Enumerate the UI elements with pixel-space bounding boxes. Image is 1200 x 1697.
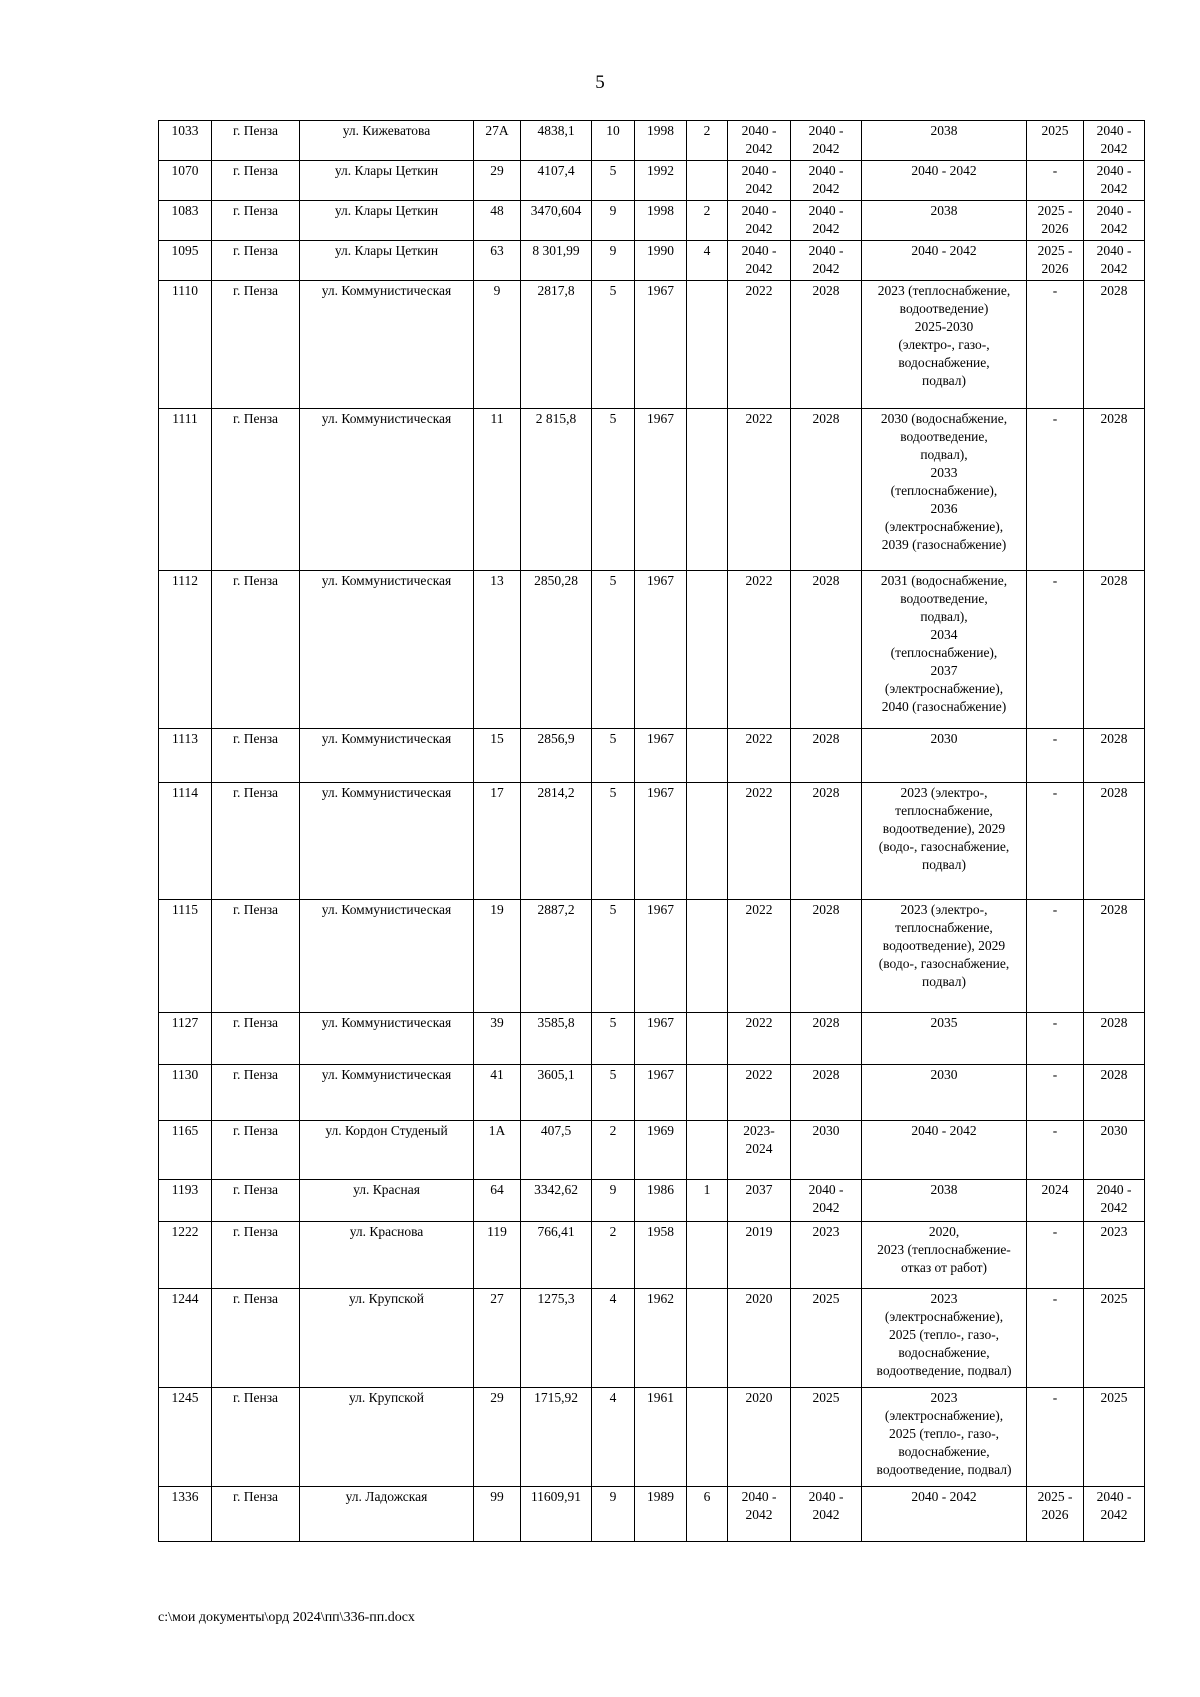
- cell-floors: 9: [592, 1180, 635, 1222]
- cell-build-year: 1989: [635, 1487, 687, 1542]
- cell-lift-replacement: 2025 - 2026: [1027, 241, 1084, 281]
- cell-record-id: 1112: [159, 571, 212, 729]
- cell-period-1: 2023- 2024: [728, 1121, 791, 1180]
- cell-street: ул. Коммунистическая: [300, 409, 474, 571]
- cell-total-area: 407,5: [521, 1121, 592, 1180]
- cell-total-area: 1715,92: [521, 1388, 592, 1487]
- cell-record-id: 1033: [159, 121, 212, 161]
- cell-house-number: 99: [474, 1487, 521, 1542]
- cell-total-area: 2814,2: [521, 783, 592, 900]
- cell-lift-replacement: 2025 - 2026: [1027, 201, 1084, 241]
- cell-period-1: 2022: [728, 900, 791, 1013]
- cell-house-number: 64: [474, 1180, 521, 1222]
- table-row: [159, 241, 1145, 281]
- cell-lift-replacement: 2025 - 2026: [1027, 1487, 1084, 1542]
- cell-floors: 5: [592, 281, 635, 409]
- cell-lift-count: 2: [687, 201, 728, 241]
- cell-period-3: 2023: [1084, 1222, 1145, 1289]
- cell-build-year: 1986: [635, 1180, 687, 1222]
- table-row: [159, 1013, 1145, 1065]
- cell-lift-count: [687, 1013, 728, 1065]
- cell-city: г. Пенза: [212, 1222, 300, 1289]
- cell-house-number: 27: [474, 1289, 521, 1388]
- cell-floors: 9: [592, 201, 635, 241]
- cell-period-2: 2025: [791, 1289, 862, 1388]
- cell-lift-replacement: -: [1027, 1121, 1084, 1180]
- table-row: [159, 783, 1145, 900]
- cell-works-schedule: 2038: [862, 121, 1027, 161]
- cell-period-3: 2025: [1084, 1388, 1145, 1487]
- cell-city: г. Пенза: [212, 900, 300, 1013]
- cell-period-2: 2025: [791, 1388, 862, 1487]
- cell-lift-count: [687, 900, 728, 1013]
- cell-total-area: 3342,62: [521, 1180, 592, 1222]
- table-row: [159, 1289, 1145, 1388]
- cell-city: г. Пенза: [212, 161, 300, 201]
- cell-period-2: 2040 - 2042: [791, 1487, 862, 1542]
- cell-house-number: 48: [474, 201, 521, 241]
- cell-street: ул. Коммунистическая: [300, 729, 474, 783]
- cell-house-number: 29: [474, 161, 521, 201]
- cell-lift-count: [687, 1388, 728, 1487]
- cell-city: г. Пенза: [212, 729, 300, 783]
- cell-period-2: 2030: [791, 1121, 862, 1180]
- cell-total-area: 2856,9: [521, 729, 592, 783]
- cell-lift-replacement: -: [1027, 1065, 1084, 1121]
- cell-street: ул. Клары Цеткин: [300, 161, 474, 201]
- cell-street: ул. Кижеватова: [300, 121, 474, 161]
- cell-city: г. Пенза: [212, 201, 300, 241]
- cell-build-year: 1967: [635, 729, 687, 783]
- cell-lift-count: 6: [687, 1487, 728, 1542]
- cell-period-3: 2040 - 2042: [1084, 201, 1145, 241]
- cell-city: г. Пенза: [212, 1180, 300, 1222]
- cell-build-year: 1990: [635, 241, 687, 281]
- cell-record-id: 1114: [159, 783, 212, 900]
- cell-works-schedule: 2030: [862, 1065, 1027, 1121]
- cell-period-2: 2040 - 2042: [791, 121, 862, 161]
- cell-floors: 10: [592, 121, 635, 161]
- cell-record-id: 1095: [159, 241, 212, 281]
- cell-total-area: 11609,91: [521, 1487, 592, 1542]
- cell-lift-count: 4: [687, 241, 728, 281]
- cell-build-year: 1998: [635, 121, 687, 161]
- cell-house-number: 63: [474, 241, 521, 281]
- cell-floors: 9: [592, 1487, 635, 1542]
- cell-period-1: 2020: [728, 1289, 791, 1388]
- cell-street: ул. Крупской: [300, 1289, 474, 1388]
- cell-street: ул. Красная: [300, 1180, 474, 1222]
- cell-lift-count: 1: [687, 1180, 728, 1222]
- cell-street: ул. Клары Цеткин: [300, 241, 474, 281]
- cell-lift-replacement: 2024: [1027, 1180, 1084, 1222]
- table-row: [159, 900, 1145, 1013]
- cell-record-id: 1127: [159, 1013, 212, 1065]
- cell-street: ул. Коммунистическая: [300, 571, 474, 729]
- cell-house-number: 27А: [474, 121, 521, 161]
- cell-period-2: 2028: [791, 729, 862, 783]
- cell-house-number: 39: [474, 1013, 521, 1065]
- cell-works-schedule: 2031 (водоснабжение, водоотведение, подвал), 2034 (теплоснабжение), 2037 (электроснабжение), 2040 (газоснабжение): [862, 571, 1027, 729]
- cell-build-year: 1967: [635, 783, 687, 900]
- footer-file-path: c:\мои документы\орд 2024\пп\336-пп.docx: [158, 1610, 415, 1625]
- cell-period-3: 2028: [1084, 729, 1145, 783]
- cell-floors: 5: [592, 161, 635, 201]
- cell-city: г. Пенза: [212, 121, 300, 161]
- cell-lift-count: 2: [687, 121, 728, 161]
- cell-works-schedule: 2040 - 2042: [862, 161, 1027, 201]
- cell-house-number: 13: [474, 571, 521, 729]
- cell-floors: 2: [592, 1121, 635, 1180]
- cell-record-id: 1336: [159, 1487, 212, 1542]
- cell-street: ул. Крупской: [300, 1388, 474, 1487]
- cell-floors: 2: [592, 1222, 635, 1289]
- cell-lift-count: [687, 1289, 728, 1388]
- cell-works-schedule: 2035: [862, 1013, 1027, 1065]
- cell-city: г. Пенза: [212, 1121, 300, 1180]
- cell-lift-replacement: -: [1027, 1289, 1084, 1388]
- cell-period-3: 2040 - 2042: [1084, 121, 1145, 161]
- cell-lift-count: [687, 571, 728, 729]
- cell-period-3: 2028: [1084, 571, 1145, 729]
- cell-total-area: 766,41: [521, 1222, 592, 1289]
- cell-lift-replacement: -: [1027, 1013, 1084, 1065]
- cell-period-1: 2022: [728, 729, 791, 783]
- cell-house-number: 1А: [474, 1121, 521, 1180]
- cell-record-id: 1113: [159, 729, 212, 783]
- cell-period-1: 2040 - 2042: [728, 241, 791, 281]
- cell-lift-replacement: 2025: [1027, 121, 1084, 161]
- cell-city: г. Пенза: [212, 241, 300, 281]
- cell-lift-replacement: -: [1027, 281, 1084, 409]
- cell-record-id: 1193: [159, 1180, 212, 1222]
- cell-floors: 5: [592, 729, 635, 783]
- cell-period-3: 2028: [1084, 783, 1145, 900]
- cell-lift-count: [687, 281, 728, 409]
- cell-city: г. Пенза: [212, 281, 300, 409]
- page-number: 5: [595, 72, 605, 93]
- cell-period-2: 2040 - 2042: [791, 241, 862, 281]
- table-row: [159, 1121, 1145, 1180]
- cell-build-year: 1998: [635, 201, 687, 241]
- cell-record-id: 1222: [159, 1222, 212, 1289]
- cell-lift-replacement: -: [1027, 783, 1084, 900]
- cell-lift-replacement: -: [1027, 1222, 1084, 1289]
- cell-floors: 5: [592, 783, 635, 900]
- cell-floors: 4: [592, 1388, 635, 1487]
- cell-total-area: 2 815,8: [521, 409, 592, 571]
- cell-city: г. Пенза: [212, 1487, 300, 1542]
- cell-period-3: 2040 - 2042: [1084, 161, 1145, 201]
- cell-period-1: 2022: [728, 571, 791, 729]
- cell-total-area: 2817,8: [521, 281, 592, 409]
- cell-period-2: 2028: [791, 281, 862, 409]
- cell-city: г. Пенза: [212, 1388, 300, 1487]
- cell-period-2: 2028: [791, 1013, 862, 1065]
- cell-lift-count: [687, 409, 728, 571]
- cell-city: г. Пенза: [212, 1013, 300, 1065]
- cell-street: ул. Клары Цеткин: [300, 201, 474, 241]
- cell-period-1: 2037: [728, 1180, 791, 1222]
- table-row: [159, 161, 1145, 201]
- cell-lift-count: [687, 783, 728, 900]
- cell-period-3: 2028: [1084, 281, 1145, 409]
- cell-works-schedule: 2030 (водоснабжение, водоотведение, подвал), 2033 (теплоснабжение), 2036 (электроснабжение), 2039 (газоснабжение): [862, 409, 1027, 571]
- cell-period-3: 2040 - 2042: [1084, 1487, 1145, 1542]
- cell-record-id: 1244: [159, 1289, 212, 1388]
- cell-build-year: 1967: [635, 1013, 687, 1065]
- cell-house-number: 11: [474, 409, 521, 571]
- table-row: [159, 1388, 1145, 1487]
- cell-build-year: 1967: [635, 409, 687, 571]
- cell-works-schedule: 2023 (электроснабжение), 2025 (тепло-, газо-, водоснабжение, водоотведение, подвал): [862, 1289, 1027, 1388]
- cell-house-number: 119: [474, 1222, 521, 1289]
- cell-build-year: 1961: [635, 1388, 687, 1487]
- cell-street: ул. Коммунистическая: [300, 1065, 474, 1121]
- cell-period-1: 2022: [728, 1065, 791, 1121]
- table-row: [159, 571, 1145, 729]
- cell-record-id: 1110: [159, 281, 212, 409]
- cell-period-3: 2028: [1084, 1065, 1145, 1121]
- cell-period-1: 2022: [728, 409, 791, 571]
- cell-period-2: 2028: [791, 409, 862, 571]
- table-row: [159, 1487, 1145, 1542]
- cell-street: ул. Коммунистическая: [300, 900, 474, 1013]
- cell-record-id: 1245: [159, 1388, 212, 1487]
- cell-record-id: 1070: [159, 161, 212, 201]
- table-row: [159, 729, 1145, 783]
- cell-period-1: 2022: [728, 783, 791, 900]
- cell-period-3: 2030: [1084, 1121, 1145, 1180]
- cell-period-3: 2028: [1084, 900, 1145, 1013]
- cell-period-1: 2020: [728, 1388, 791, 1487]
- cell-total-area: 2887,2: [521, 900, 592, 1013]
- table-row: [159, 1065, 1145, 1121]
- cell-lift-count: [687, 729, 728, 783]
- cell-floors: 5: [592, 1013, 635, 1065]
- cell-lift-replacement: -: [1027, 900, 1084, 1013]
- cell-record-id: 1130: [159, 1065, 212, 1121]
- cell-period-3: 2040 - 2042: [1084, 241, 1145, 281]
- cell-street: ул. Кордон Студеный: [300, 1121, 474, 1180]
- cell-period-1: 2040 - 2042: [728, 1487, 791, 1542]
- table-row: [159, 1180, 1145, 1222]
- cell-house-number: 9: [474, 281, 521, 409]
- cell-period-2: 2040 - 2042: [791, 161, 862, 201]
- cell-street: ул. Ладожская: [300, 1487, 474, 1542]
- cell-street: ул. Коммунистическая: [300, 281, 474, 409]
- cell-house-number: 41: [474, 1065, 521, 1121]
- cell-lift-replacement: -: [1027, 729, 1084, 783]
- cell-period-2: 2040 - 2042: [791, 1180, 862, 1222]
- cell-period-2: 2028: [791, 1065, 862, 1121]
- cell-works-schedule: 2038: [862, 1180, 1027, 1222]
- cell-period-2: 2028: [791, 783, 862, 900]
- cell-floors: 5: [592, 571, 635, 729]
- cell-works-schedule: 2040 - 2042: [862, 1487, 1027, 1542]
- cell-works-schedule: 2038: [862, 201, 1027, 241]
- cell-record-id: 1115: [159, 900, 212, 1013]
- cell-works-schedule: 2040 - 2042: [862, 1121, 1027, 1180]
- housing-register-table: [158, 120, 1145, 1542]
- cell-total-area: 3470,604: [521, 201, 592, 241]
- cell-floors: 5: [592, 900, 635, 1013]
- cell-period-3: 2040 - 2042: [1084, 1180, 1145, 1222]
- cell-lift-count: [687, 161, 728, 201]
- cell-works-schedule: 2030: [862, 729, 1027, 783]
- cell-lift-replacement: -: [1027, 161, 1084, 201]
- cell-lift-count: [687, 1222, 728, 1289]
- cell-period-2: 2040 - 2042: [791, 201, 862, 241]
- cell-period-1: 2019: [728, 1222, 791, 1289]
- cell-record-id: 1111: [159, 409, 212, 571]
- cell-works-schedule: 2023 (электро-, теплоснабжение, водоотведение), 2029 (водо-, газоснабжение, подвал): [862, 783, 1027, 900]
- cell-period-1: 2040 - 2042: [728, 161, 791, 201]
- cell-works-schedule: 2023 (электро-, теплоснабжение, водоотведение), 2029 (водо-, газоснабжение, подвал): [862, 900, 1027, 1013]
- cell-build-year: 1969: [635, 1121, 687, 1180]
- cell-street: ул. Коммунистическая: [300, 783, 474, 900]
- cell-total-area: 8 301,99: [521, 241, 592, 281]
- cell-works-schedule: 2020, 2023 (теплоснабжение- отказ от работ): [862, 1222, 1027, 1289]
- table-row: [159, 409, 1145, 571]
- cell-record-id: 1165: [159, 1121, 212, 1180]
- cell-works-schedule: 2023 (теплоснабжение, водоотведение) 2025-2030 (электро-, газо-, водоснабжение, подвал): [862, 281, 1027, 409]
- cell-period-2: 2028: [791, 571, 862, 729]
- cell-floors: 5: [592, 409, 635, 571]
- cell-build-year: 1967: [635, 900, 687, 1013]
- cell-period-2: 2028: [791, 900, 862, 1013]
- cell-period-1: 2022: [728, 1013, 791, 1065]
- cell-lift-replacement: -: [1027, 409, 1084, 571]
- cell-build-year: 1967: [635, 281, 687, 409]
- cell-build-year: 1967: [635, 571, 687, 729]
- cell-works-schedule: 2023 (электроснабжение), 2025 (тепло-, газо-, водоснабжение, водоотведение, подвал): [862, 1388, 1027, 1487]
- cell-floors: 4: [592, 1289, 635, 1388]
- table-row: [159, 281, 1145, 409]
- table-row: [159, 201, 1145, 241]
- cell-house-number: 17: [474, 783, 521, 900]
- cell-house-number: 19: [474, 900, 521, 1013]
- table-row: [159, 121, 1145, 161]
- cell-city: г. Пенза: [212, 409, 300, 571]
- cell-lift-replacement: -: [1027, 571, 1084, 729]
- cell-period-1: 2040 - 2042: [728, 201, 791, 241]
- cell-lift-replacement: -: [1027, 1388, 1084, 1487]
- cell-period-3: 2028: [1084, 1013, 1145, 1065]
- cell-city: г. Пенза: [212, 783, 300, 900]
- cell-period-1: 2040 - 2042: [728, 121, 791, 161]
- cell-city: г. Пенза: [212, 571, 300, 729]
- cell-floors: 9: [592, 241, 635, 281]
- cell-floors: 5: [592, 1065, 635, 1121]
- cell-total-area: 3585,8: [521, 1013, 592, 1065]
- cell-build-year: 1958: [635, 1222, 687, 1289]
- cell-period-3: 2028: [1084, 409, 1145, 571]
- cell-house-number: 15: [474, 729, 521, 783]
- cell-build-year: 1962: [635, 1289, 687, 1388]
- cell-total-area: 4107,4: [521, 161, 592, 201]
- cell-city: г. Пенза: [212, 1289, 300, 1388]
- cell-period-1: 2022: [728, 281, 791, 409]
- cell-period-2: 2023: [791, 1222, 862, 1289]
- cell-period-3: 2025: [1084, 1289, 1145, 1388]
- cell-works-schedule: 2040 - 2042: [862, 241, 1027, 281]
- cell-build-year: 1967: [635, 1065, 687, 1121]
- cell-total-area: 3605,1: [521, 1065, 592, 1121]
- cell-build-year: 1992: [635, 161, 687, 201]
- cell-house-number: 29: [474, 1388, 521, 1487]
- cell-total-area: 4838,1: [521, 121, 592, 161]
- cell-city: г. Пенза: [212, 1065, 300, 1121]
- cell-street: ул. Коммунистическая: [300, 1013, 474, 1065]
- cell-total-area: 2850,28: [521, 571, 592, 729]
- cell-lift-count: [687, 1065, 728, 1121]
- cell-total-area: 1275,3: [521, 1289, 592, 1388]
- cell-lift-count: [687, 1121, 728, 1180]
- table-row: [159, 1222, 1145, 1289]
- cell-record-id: 1083: [159, 201, 212, 241]
- cell-street: ул. Краснова: [300, 1222, 474, 1289]
